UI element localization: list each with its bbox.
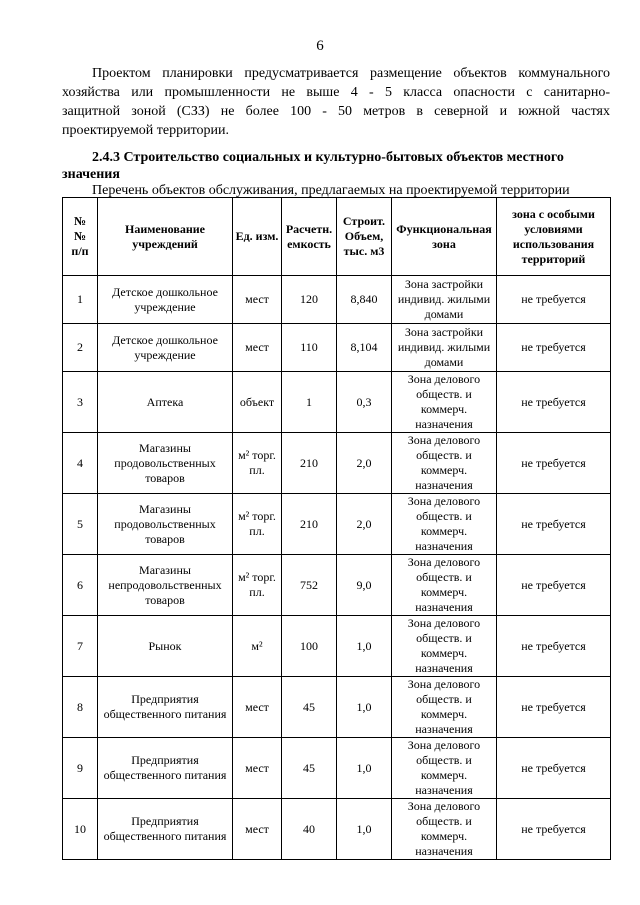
special-zone-cell: не требуется bbox=[497, 616, 611, 677]
build-volume-cell: 8,104 bbox=[337, 324, 392, 372]
build-volume-cell: 1,0 bbox=[337, 677, 392, 738]
capacity-cell: 100 bbox=[282, 616, 337, 677]
special-zone-cell: не требуется bbox=[497, 324, 611, 372]
institution-name-cell: Детское дошкольное учреждение bbox=[98, 276, 233, 324]
capacity-cell: 752 bbox=[282, 555, 337, 616]
institution-name-cell: Магазины продовольственных товаров bbox=[98, 494, 233, 555]
institution-name-cell: Предприятия общественного питания bbox=[98, 738, 233, 799]
unit-cell: мест bbox=[233, 799, 282, 860]
build-volume-cell: 2,0 bbox=[337, 433, 392, 494]
intro-line: Проектом планировки предусматривается размещение объектов коммунального bbox=[92, 66, 610, 81]
table-header-row bbox=[63, 198, 611, 276]
table-row bbox=[63, 799, 611, 860]
capacity-cell: 210 bbox=[282, 433, 337, 494]
capacity-cell: 110 bbox=[282, 324, 337, 372]
row-num-cell: 10 bbox=[63, 799, 98, 860]
build-volume-cell: 9,0 bbox=[337, 555, 392, 616]
row-num-cell: 9 bbox=[63, 738, 98, 799]
table-row bbox=[63, 616, 611, 677]
row-num-cell: 4 bbox=[63, 433, 98, 494]
build-volume-cell: 2,0 bbox=[337, 494, 392, 555]
special-zone-cell: не требуется bbox=[497, 276, 611, 324]
services-table bbox=[62, 197, 611, 860]
build-volume-cell: 0,3 bbox=[337, 372, 392, 433]
row-num-cell: 2 bbox=[63, 324, 98, 372]
institution-name-cell: Детское дошкольное учреждение bbox=[98, 324, 233, 372]
functional-zone-cell: Зона застройки индивид. жилыми домами bbox=[392, 324, 497, 372]
table-row bbox=[63, 738, 611, 799]
row-num-cell: 8 bbox=[63, 677, 98, 738]
table-row bbox=[63, 276, 611, 324]
institution-name-cell: Рынок bbox=[98, 616, 233, 677]
capacity-cell: 45 bbox=[282, 677, 337, 738]
functional-zone-cell: Зона делового обществ. и коммерч. назначения bbox=[392, 799, 497, 860]
table-row bbox=[63, 494, 611, 555]
special-zone-cell: не требуется bbox=[497, 677, 611, 738]
row-num-cell: 7 bbox=[63, 616, 98, 677]
build-volume-cell: 1,0 bbox=[337, 616, 392, 677]
build-volume-cell: 1,0 bbox=[337, 738, 392, 799]
header-zone: Функциональная зона bbox=[392, 198, 497, 276]
intro-paragraph bbox=[62, 64, 610, 140]
special-zone-cell: не требуется bbox=[497, 799, 611, 860]
table-row bbox=[63, 324, 611, 372]
unit-cell: м² торг. пл. bbox=[233, 555, 282, 616]
institution-name-cell: Магазины непродовольственных товаров bbox=[98, 555, 233, 616]
row-num-cell: 6 bbox=[63, 555, 98, 616]
table-row bbox=[63, 677, 611, 738]
functional-zone-cell: Зона делового обществ. и коммерч. назначения bbox=[392, 738, 497, 799]
header-volume: Строит. Объем, тыс. м3 bbox=[337, 198, 392, 276]
page-number: 6 bbox=[316, 38, 324, 54]
institution-name-cell: Аптека bbox=[98, 372, 233, 433]
row-num-cell: 1 bbox=[63, 276, 98, 324]
functional-zone-cell: Зона делового обществ. и коммерч. назначения bbox=[392, 372, 497, 433]
intro-line: защитной зоной (СЗЗ) не более 100 - 50 метров в северной и южной частях bbox=[62, 104, 610, 119]
table-caption: Перечень объектов обслуживания, предлагаемых на проектируемой территории bbox=[92, 183, 570, 198]
capacity-cell: 1 bbox=[282, 372, 337, 433]
table-row bbox=[63, 372, 611, 433]
capacity-cell: 40 bbox=[282, 799, 337, 860]
header-capacity: Расчетн. емкость bbox=[282, 198, 337, 276]
build-volume-cell: 1,0 bbox=[337, 799, 392, 860]
unit-cell: мест bbox=[233, 324, 282, 372]
unit-cell: мест bbox=[233, 738, 282, 799]
capacity-cell: 210 bbox=[282, 494, 337, 555]
institution-name-cell: Предприятия общественного питания bbox=[98, 799, 233, 860]
header-num: № № п/п bbox=[63, 198, 98, 276]
functional-zone-cell: Зона делового обществ. и коммерч. назначения bbox=[392, 555, 497, 616]
capacity-cell: 45 bbox=[282, 738, 337, 799]
special-zone-cell: не требуется bbox=[497, 433, 611, 494]
intro-line: хозяйства или промышленности не выше 4 - 5 класса опасности с санитарно- bbox=[62, 85, 610, 100]
table-row bbox=[63, 433, 611, 494]
section-heading: 2.4.3 Строительство социальных и культурно-бытовых объектов местного значения bbox=[62, 150, 564, 182]
capacity-cell: 120 bbox=[282, 276, 337, 324]
unit-cell: м² торг. пл. bbox=[233, 494, 282, 555]
special-zone-cell: не требуется bbox=[497, 372, 611, 433]
unit-cell: м² торг. пл. bbox=[233, 433, 282, 494]
special-zone-cell: не требуется bbox=[497, 494, 611, 555]
functional-zone-cell: Зона делового обществ. и коммерч. назначения bbox=[392, 494, 497, 555]
institution-name-cell: Предприятия общественного питания bbox=[98, 677, 233, 738]
header-name: Наименование учреждений bbox=[98, 198, 233, 276]
special-zone-cell: не требуется bbox=[497, 738, 611, 799]
functional-zone-cell: Зона делового обществ. и коммерч. назначения bbox=[392, 677, 497, 738]
table-row bbox=[63, 555, 611, 616]
institution-name-cell: Магазины продовольственных товаров bbox=[98, 433, 233, 494]
unit-cell: м² bbox=[233, 616, 282, 677]
unit-cell: объект bbox=[233, 372, 282, 433]
header-unit: Ед. изм. bbox=[233, 198, 282, 276]
unit-cell: мест bbox=[233, 276, 282, 324]
functional-zone-cell: Зона делового обществ. и коммерч. назначения bbox=[392, 616, 497, 677]
functional-zone-cell: Зона делового обществ. и коммерч. назначения bbox=[392, 433, 497, 494]
build-volume-cell: 8,840 bbox=[337, 276, 392, 324]
intro-line: проектируемой территории. bbox=[62, 123, 230, 138]
functional-zone-cell: Зона застройки индивид. жилыми домами bbox=[392, 276, 497, 324]
row-num-cell: 5 bbox=[63, 494, 98, 555]
row-num-cell: 3 bbox=[63, 372, 98, 433]
special-zone-cell: не требуется bbox=[497, 555, 611, 616]
unit-cell: мест bbox=[233, 677, 282, 738]
header-special-zone: зона с особыми условиями использования территорий bbox=[497, 198, 611, 276]
